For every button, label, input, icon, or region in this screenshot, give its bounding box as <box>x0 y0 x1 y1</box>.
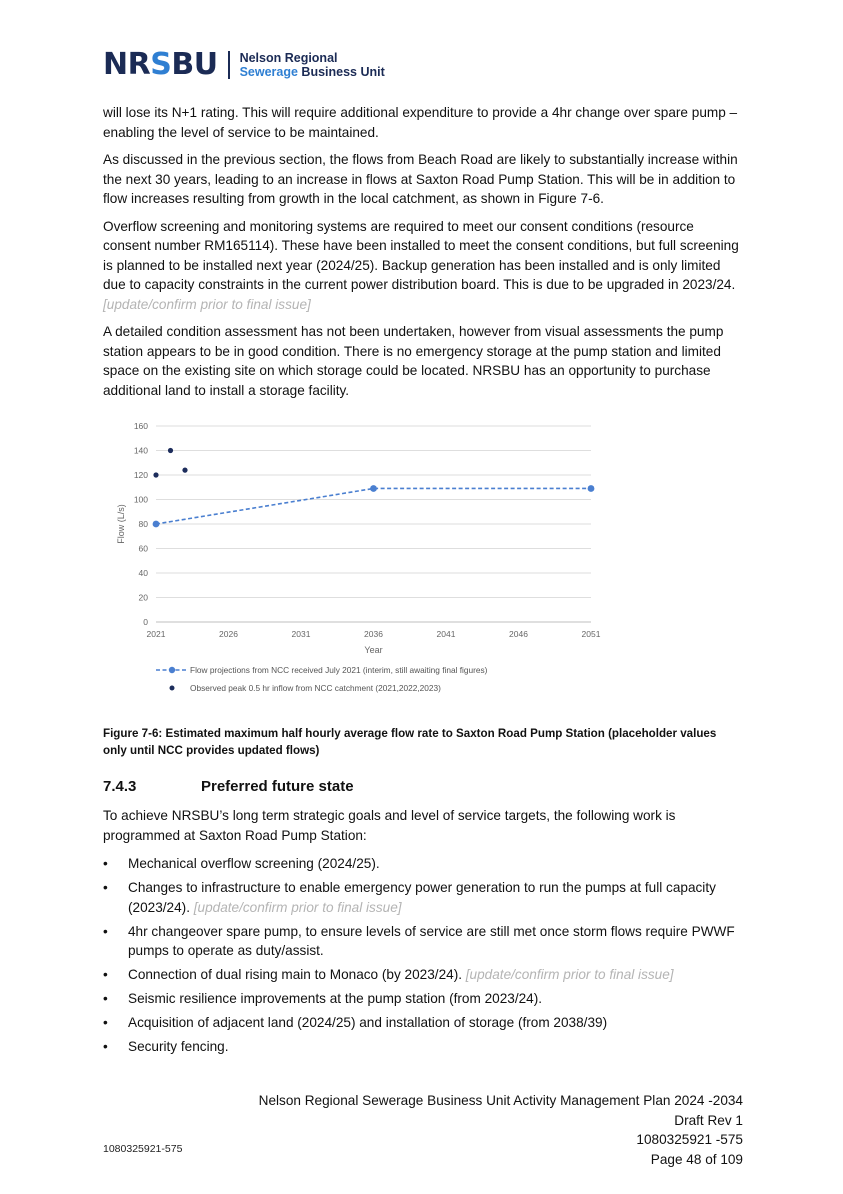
logo-tagline: Nelson Regional Sewerage Business Unit <box>239 51 385 79</box>
projection-line <box>156 488 591 524</box>
bullet-item <box>103 922 743 961</box>
bullet-text: Connection of dual rising main to Monaco (by 2023/24). <box>128 967 466 982</box>
logo-wordmark: NRSBU <box>103 47 218 82</box>
legend-marker <box>169 667 175 673</box>
page-footer <box>259 1091 743 1169</box>
paragraph-4: A detailed condition assessment has not been undertaken, however from visual assessments the pump station appears to be in good condition. There is no emergency storage at the pump station and limited space on the existing site on which storage could be located. NRSBU has an opportunity to purchase additional land to install a storage facility. <box>103 324 724 398</box>
y-tick-label: 120 <box>133 470 148 480</box>
x-tick-label: 2041 <box>436 629 456 639</box>
paragraph-1: will lose its N+1 rating. This will require additional expenditure to provide a 4hr change over spare pump – enabling the level of service to be maintained. <box>103 105 738 140</box>
section-title: Preferred future state <box>201 778 354 795</box>
page-number: Page 48 of 109 <box>650 1151 743 1167</box>
bullet-item <box>103 1037 743 1057</box>
bullet-item <box>103 854 743 874</box>
y-tick-label: 20 <box>138 592 148 603</box>
legend-label: Flow projections from NCC received July 2021 (interim, still awaiting final figures) <box>190 665 488 675</box>
section-intro: To achieve NRSBU’s long term strategic goals and level of service targets, the following work is programmed at Saxton Road Pump Station: <box>103 808 676 843</box>
observed-point <box>153 472 158 477</box>
footer-revision: Draft Rev 1 <box>674 1112 743 1128</box>
paragraph-2: As discussed in the previous section, the flows from Beach Road are likely to substantially increase within the next 30 years, leading to an increase in flows at Saxton Road Pump Station. This will be in addition to flow increases resulting from growth in the local catchment, as shown in Figure 7-6. <box>103 152 738 206</box>
x-tick-label: 2021 <box>146 629 166 639</box>
bullet-item <box>103 1013 743 1033</box>
footer-doc-number: 1080325921 -575 <box>636 1132 743 1147</box>
bullet-text: Seismic resilience improvements at the pump station (from 2023/24). <box>128 991 543 1006</box>
logo-divider <box>228 51 230 79</box>
bullet-item <box>103 989 743 1009</box>
projection-point <box>370 485 377 492</box>
y-tick-label: 160 <box>133 421 148 431</box>
legend-marker <box>170 686 175 691</box>
bullet-text: 4hr changeover spare pump, to ensure levels of service are still met once storm flows require PWWF pumps to operate as duty/assist. <box>128 923 735 958</box>
y-axis-title: Flow (L/s) <box>116 504 126 544</box>
x-tick-label: 2026 <box>219 629 238 639</box>
observed-point <box>168 448 173 453</box>
nrsbu-logo <box>103 47 385 82</box>
work-program-list <box>103 854 743 1061</box>
bullet-text: Mechanical overflow screening (2024/25). <box>128 856 380 871</box>
y-tick-label: 40 <box>138 568 148 578</box>
bullet-item <box>103 965 743 985</box>
body-text <box>103 103 743 408</box>
bullet-item <box>103 878 743 917</box>
footer-title: Nelson Regional Sewerage Business Unit Activity Management Plan 2024 -2034 <box>258 1093 743 1108</box>
bullet-text: Changes to infrastructure to enable emergency power generation to run the pumps at full capacity (2023/24). <box>128 880 716 915</box>
bullet-text: Acquisition of adjacent land (2024/25) and installation of storage (from 2038/39) <box>128 1015 608 1030</box>
section-heading <box>103 778 354 795</box>
document-reference: 1080325921-575 <box>103 1143 183 1155</box>
y-tick-label: 80 <box>138 519 148 529</box>
y-tick-label: 100 <box>133 494 148 505</box>
section-number: 7.4.3 <box>103 778 137 795</box>
x-tick-label: 2051 <box>581 629 601 639</box>
review-note: [update/confirm prior to final issue] <box>465 967 674 982</box>
figure-caption: Figure 7-6: Estimated maximum half hourly average flow rate to Saxton Road Pump Station (placeholder values only until NCC provides updated flows) <box>103 727 717 757</box>
bullet-text: Security fencing. <box>128 1039 229 1054</box>
x-axis-title: Year <box>364 645 383 655</box>
projection-point <box>153 521 160 528</box>
legend-label: Observed peak 0.5 hr inflow from NCC catchment (2021,2022,2023) <box>190 683 441 693</box>
x-tick-label: 2031 <box>291 629 311 639</box>
paragraph-3: Overflow screening and monitoring systems are required to meet our consent conditions (resource consent number RM165114). These have been installed to meet the consent conditions, but full screening is planned to be installed next year (2024/25). Backup generation has been installed and is only limited due to capacity constraints in the current power distribution board. This is due to be upgraded in 2023/24. [update/confirm prior to final issue] <box>103 218 739 312</box>
projection-point <box>588 485 595 492</box>
observed-point <box>182 468 187 473</box>
x-tick-label: 2036 <box>364 629 383 639</box>
x-tick-label: 2046 <box>509 629 528 639</box>
flow-chart <box>110 414 610 704</box>
y-tick-label: 140 <box>133 445 148 456</box>
y-tick-label: 60 <box>138 543 148 554</box>
y-tick-label: 0 <box>143 617 148 627</box>
review-note: [update/confirm prior to final issue] <box>103 296 311 312</box>
review-note: [update/confirm prior to final issue] <box>193 899 402 915</box>
